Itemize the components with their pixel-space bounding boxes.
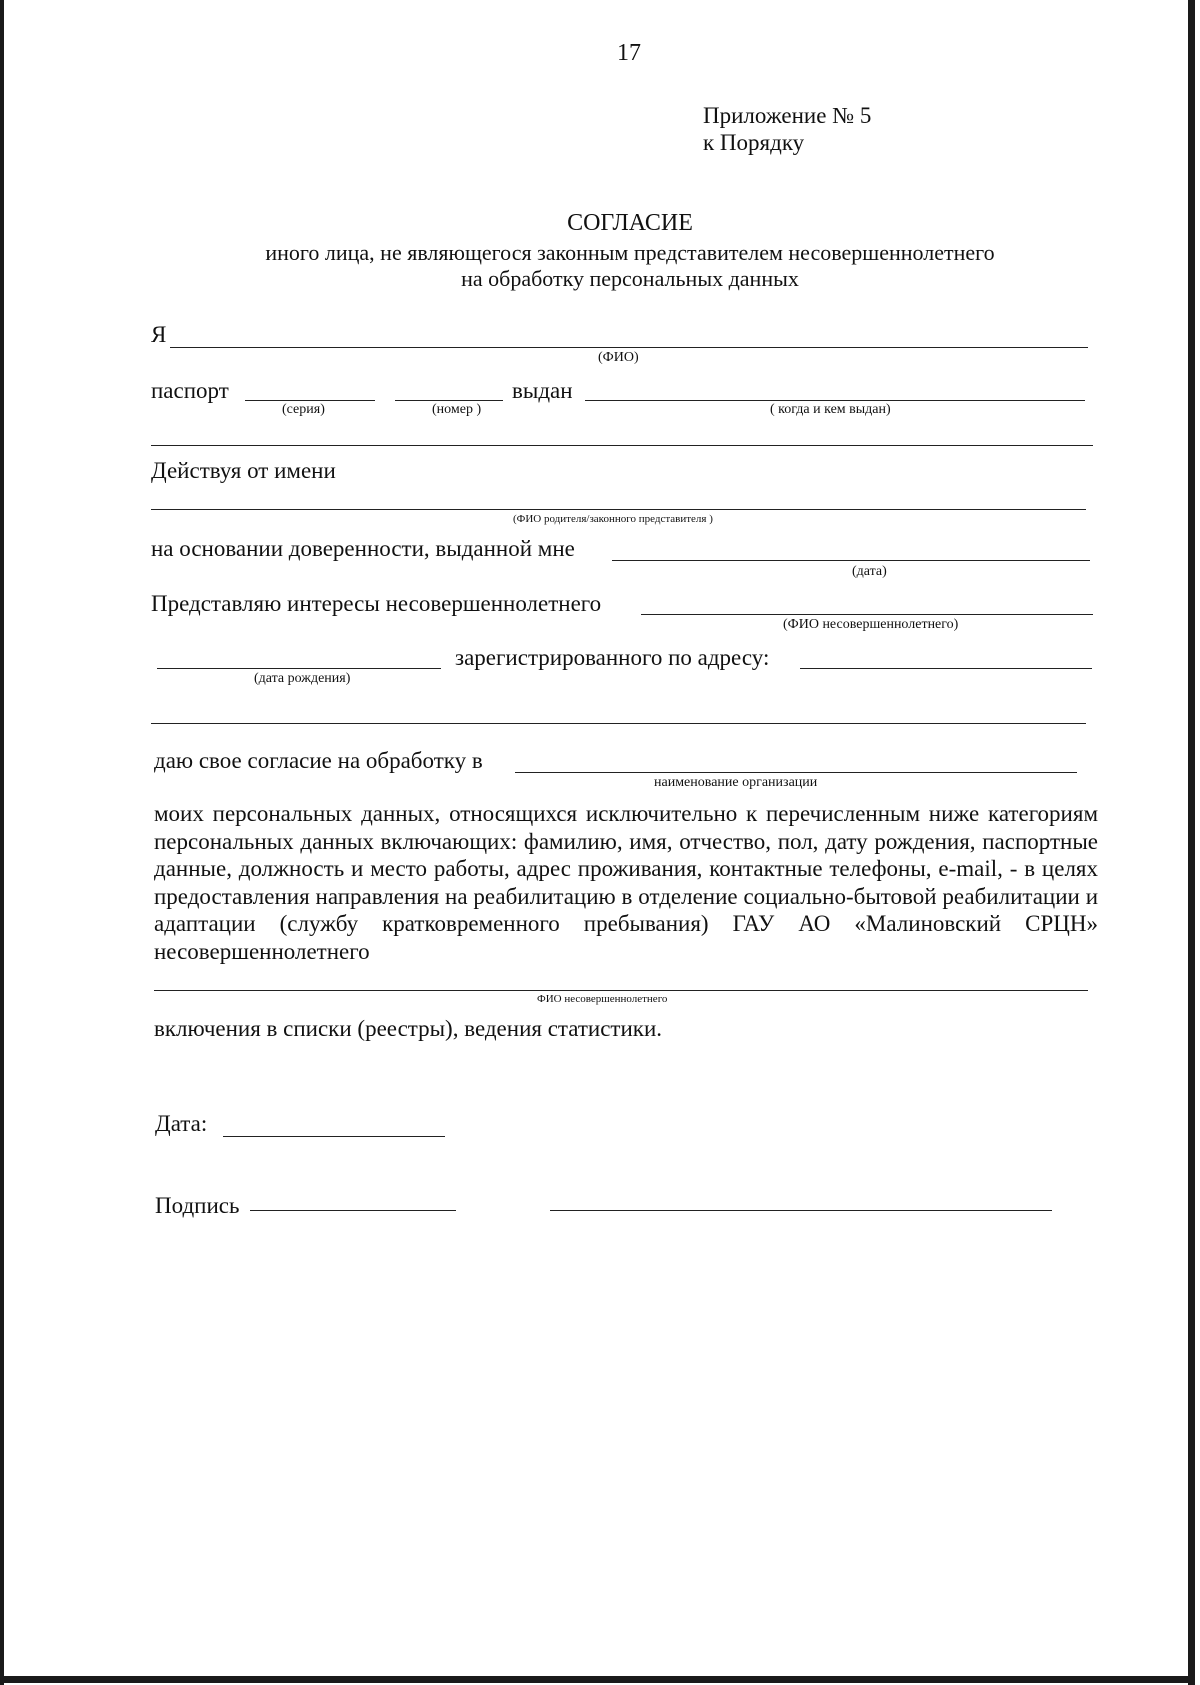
consent-label: даю свое согласие на обработку в [154, 748, 483, 773]
series-hint: (серия) [282, 402, 325, 417]
fio-hint: (ФИО) [598, 350, 639, 365]
document-subtitle-1: иного лица, не являющегося законным представителем несовершеннолетнего [265, 240, 995, 265]
signature-name-line[interactable] [550, 1210, 1052, 1211]
document-subtitle-2: на обработку персональных данных [461, 266, 799, 291]
fio-line[interactable] [170, 347, 1088, 348]
issued-line[interactable] [585, 400, 1085, 401]
date-hint: (дата) [852, 564, 887, 579]
represent-label: Представляю интересы несовершеннолетнего [151, 591, 602, 616]
registered-label: зарегистрированного по адресу: [455, 645, 770, 670]
scan-border-bottom [0, 1676, 1195, 1683]
parent-hint: (ФИО родителя/законного представителя ) [513, 513, 713, 525]
inclusion-text: включения в списки (реестры), ведения статистики. [154, 1016, 663, 1041]
organization-line[interactable] [515, 772, 1077, 773]
minor-hint-2: ФИО несовершеннолетнего [537, 993, 668, 1005]
minor-hint: (ФИО несовершеннолетнего) [783, 617, 959, 632]
passport-label: паспорт [151, 378, 229, 403]
birth-hint: (дата рождения) [254, 671, 351, 686]
signature-label: Подпись [155, 1193, 240, 1218]
issued-continuation-line[interactable] [151, 445, 1093, 446]
parent-fio-line[interactable] [151, 509, 1086, 510]
date-label: Дата: [155, 1111, 208, 1136]
org-hint: наименование организации [654, 775, 818, 790]
passport-series-line[interactable] [245, 400, 375, 401]
passport-number-line[interactable] [395, 400, 503, 401]
page-number: 17 [617, 40, 641, 66]
acting-label: Действуя от имени [151, 458, 336, 483]
document-title: СОГЛАСИЕ [567, 210, 693, 236]
issued-hint: ( когда и кем выдан) [770, 402, 891, 417]
proxy-date-line[interactable] [612, 560, 1090, 561]
consent-body-text: моих персональных данных, относящихся исключительно к перечисленным ниже категориям персональных данных включающих: фамилию, имя, отчество, пол, дату рождения, паспортные данные, должность и место работы, адрес проживания, контактные телефоны, e-mail, - в целях предоставления направления на реабилитацию в отделение социально-бытовой реабилитации и адаптации (службу кратковременного пребывания) ГАУ АО «Малиновский СРЦН» несовершеннолетнего [154, 801, 1098, 964]
proxy-label: на основании доверенности, выданной мне [151, 536, 575, 561]
ya-label: Я [151, 322, 167, 347]
address-continuation-line[interactable] [151, 723, 1086, 724]
signature-line[interactable] [250, 1210, 456, 1211]
minor-fio-line[interactable] [641, 614, 1093, 615]
appendix-line-2: к Порядку [703, 130, 805, 155]
address-line[interactable] [800, 668, 1092, 669]
appendix-line-1: Приложение № 5 [703, 103, 872, 128]
minor-fio-line-2[interactable] [154, 990, 1088, 991]
birth-date-line[interactable] [157, 668, 441, 669]
number-hint: (номер ) [432, 402, 482, 417]
date-line[interactable] [223, 1136, 445, 1137]
issued-label: выдан [512, 378, 573, 403]
